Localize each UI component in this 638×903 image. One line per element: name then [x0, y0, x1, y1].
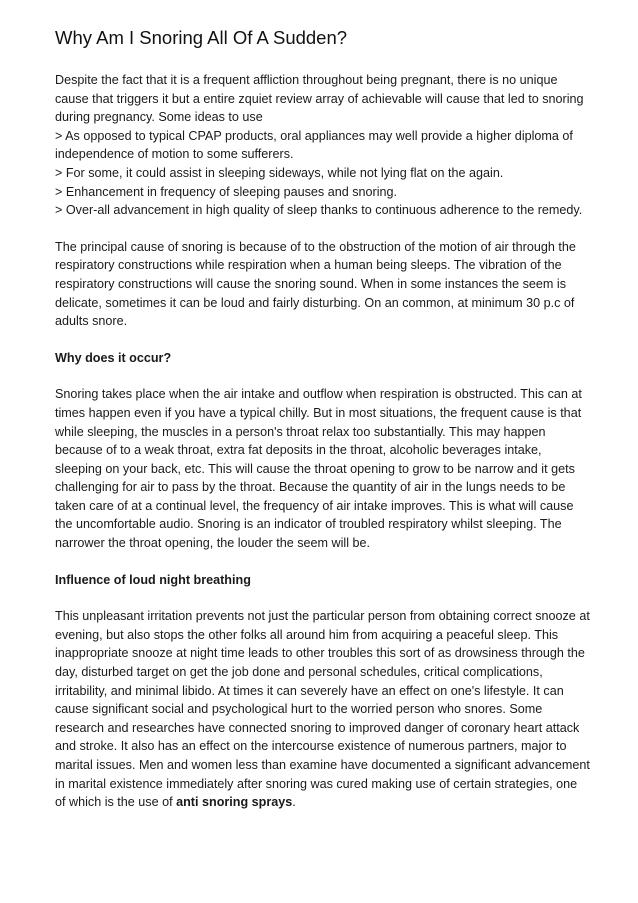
cause-paragraph: The principal cause of snoring is because of to the obstruction of the motion of air through the respiratory constructions while respiration when a human being sleeps. The vibration of the respiratory constructions will cause the snoring sound. When in some instances the seem is delicate, sometimes it can be loud and fairly disturbing. On an common, at minimum 30 p.c of adults snore.	[55, 239, 576, 329]
influence-paragraph	[55, 607, 591, 812]
intro-bullet: > As opposed to typical CPAP products, oral appliances may well provide a higher diploma of independence of motion to some sufferers.	[55, 128, 573, 162]
intro-bullet: > Over-all advancement in high quality of sleep thanks to continuous adherence to the remedy.	[55, 203, 583, 218]
intro-section	[55, 71, 591, 220]
influence-text: This unpleasant irritation prevents not just the particular person from obtaining correct snooze at evening, but also stops the other folks all around him from acquiring a peaceful sleep. This inappropriate snooze at night time leads to other troubles this sort of as drowsiness through the day, disturbed target on get the job done and personal schedules, critical complications, irritability, and minimal libido. At times it can severely have an effect on one's lifestyle. It can cause significant social and psychological hurt to the worried person who snores. Some research and researches have connected snoring to improved danger of coronary heart attack and stroke. It also has an effect on the intercourse existence of numerous partners, major to marital issues. Men and women less than examine have documented a significant advancement in marital existence immediately after snoring was cured making use of certain strategies, one of which is the use of	[55, 609, 590, 810]
document-page	[55, 26, 591, 812]
section-heading-why: Why does it occur?	[55, 350, 172, 365]
intro-bullet: > For some, it could assist in sleeping sideways, while not lying flat on the again.	[55, 165, 504, 180]
why-paragraph: Snoring takes place when the air intake and outflow when respiration is obstructed. This can at times happen even if you have a typical chilly. But in most situations, the frequent cause is that while sleeping, the muscles in a person's throat relax too substantially. This may happen because of to a weak throat, extra fat deposits in the throat, alcoholic beverages intake, sleeping on your back, etc. This will cause the throat opening to grow to be narrow and it gets challenging for air to pass by the throat. Because the quantity of air in the lungs needs to be taken care of at a continual level, the frequency of air intake improves. This is what will cause the uncomfortable audio. Snoring is an indicator of troubled respiratory whilst sleeping. The narrower the throat opening, the louder the seem will be.	[55, 387, 582, 551]
section-heading-influence: Influence of loud night breathing	[55, 572, 251, 587]
document-title: Why Am I Snoring All Of A Sudden?	[55, 27, 348, 48]
intro-bullet: > Enhancement in frequency of sleeping pauses and snoring.	[55, 184, 398, 199]
anti-snoring-sprays-text: anti snoring sprays	[176, 795, 293, 810]
influence-end: .	[292, 795, 296, 810]
intro-paragraph: Despite the fact that it is a frequent affliction throughout being pregnant, there is no unique cause that triggers it but a entire zquiet review array of achievable will cause that led to snoring during pregnancy. Some ideas to use	[55, 73, 584, 125]
